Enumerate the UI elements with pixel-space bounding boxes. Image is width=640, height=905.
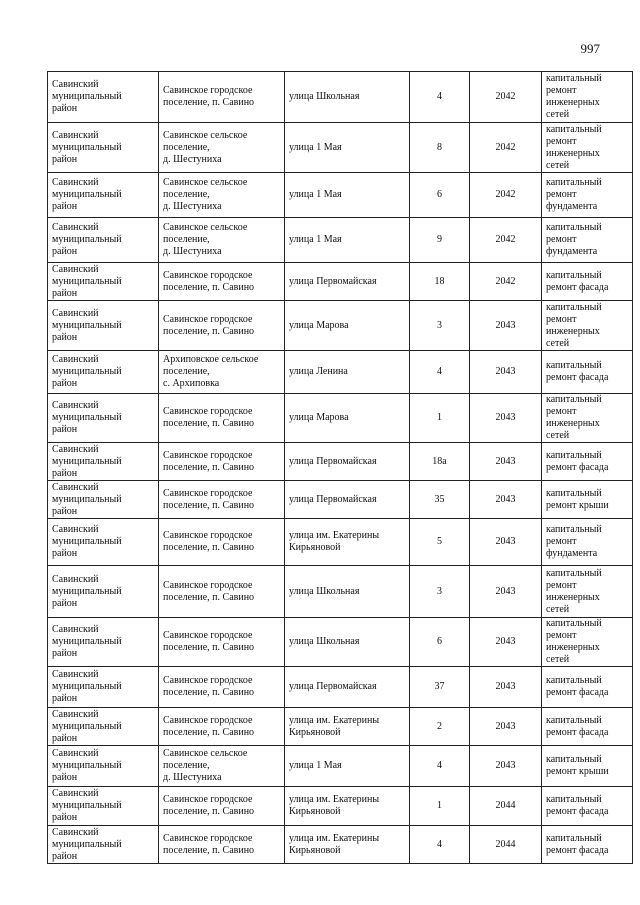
work-line: капитальный: [546, 394, 602, 405]
street-line: улица Первомайская: [289, 681, 377, 692]
street-line: улица Школьная: [289, 91, 360, 102]
district-line: район: [52, 732, 78, 744]
settlement-line: Савинское городское: [163, 630, 253, 641]
district-line: район: [52, 648, 78, 659]
settlement-line: поселение, п. Савино: [163, 281, 255, 293]
street-line: улица Марова: [289, 412, 349, 423]
cell-settlement: [159, 263, 285, 301]
settlement-line: д. Шестуниха: [163, 772, 222, 783]
cell-work: [542, 123, 633, 173]
cell-work: [542, 667, 633, 708]
cell-year: 2043: [470, 443, 542, 481]
work-line: ремонт: [546, 313, 577, 325]
district-line: Савинский: [52, 177, 99, 188]
settlement-line: поселение, п. Савино: [163, 591, 255, 603]
settlement-line: Савинское городское: [163, 313, 253, 325]
work-line: ремонт фасада: [546, 726, 609, 738]
work-line: фундамента: [546, 201, 598, 212]
district-line: Савинский: [52, 354, 99, 365]
settlement-line: Савинское городское: [163, 832, 253, 844]
work-line: сетей: [546, 654, 570, 665]
table-row: [48, 787, 633, 826]
cell-street: [285, 746, 410, 787]
street-line: улица Ленина: [289, 366, 348, 377]
table-row: [48, 566, 633, 618]
work-line: капитальный: [546, 487, 602, 499]
settlement-line: Савинское городское: [163, 579, 253, 591]
work-line: сетей: [546, 109, 570, 120]
district-line: Савинский: [52, 400, 99, 411]
work-line: капитальный: [546, 714, 602, 726]
cell-street: [285, 263, 410, 301]
district-line: муниципальный: [52, 91, 122, 102]
cell-year: 2043: [470, 394, 542, 443]
cell-street: [285, 618, 410, 667]
work-line: ремонт фасада: [546, 806, 609, 817]
table-row: [48, 618, 633, 667]
district-line: Савинский: [52, 222, 99, 233]
cell-district: [48, 618, 159, 667]
work-line: ремонт фасада: [546, 844, 609, 856]
settlement-line: Савинское городское: [163, 714, 253, 726]
district-line: район: [52, 424, 78, 435]
street-line: улица Первомайская: [289, 493, 377, 505]
work-line: сетей: [546, 430, 570, 441]
cell-house: 6: [410, 618, 470, 667]
work-line: ремонт крыши: [546, 766, 609, 777]
district-line: Савинский: [52, 708, 99, 720]
settlement-line: поселение,: [163, 234, 210, 245]
cell-district: [48, 123, 159, 173]
cell-house: 4: [410, 746, 470, 787]
district-line: Савинский: [52, 263, 99, 275]
settlement-line: Савинское сельское: [163, 222, 248, 233]
work-line: капитальный: [546, 222, 602, 233]
cell-house: 4: [410, 72, 470, 123]
settlement-line: поселение,: [163, 141, 210, 153]
settlement-line: Савинское сельское: [163, 129, 248, 141]
cell-street: [285, 826, 410, 864]
district-line: район: [52, 693, 78, 704]
cell-settlement: [159, 566, 285, 618]
work-line: ремонт: [546, 135, 577, 147]
cell-street: [285, 72, 410, 123]
cell-settlement: [159, 72, 285, 123]
district-line: район: [52, 812, 78, 823]
settlement-line: Савинское городское: [163, 675, 253, 686]
work-line: капитальный: [546, 618, 602, 629]
cell-street: [285, 481, 410, 519]
cell-house: 6: [410, 173, 470, 218]
cell-year: 2044: [470, 826, 542, 864]
work-line: ремонт фасада: [546, 281, 609, 293]
cell-settlement: [159, 394, 285, 443]
settlement-line: поселение, п. Савино: [163, 499, 255, 511]
settlement-line: д. Шестуниха: [163, 201, 222, 212]
work-line: ремонт фасада: [546, 461, 609, 473]
work-line: сетей: [546, 603, 570, 615]
cell-work: [542, 708, 633, 746]
work-line: фундамента: [546, 246, 598, 257]
district-line: Савинский: [52, 129, 99, 141]
cell-work: [542, 72, 633, 123]
district-line: муниципальный: [52, 760, 122, 771]
cell-settlement: [159, 443, 285, 481]
table-row: [48, 394, 633, 443]
cell-street: [285, 443, 410, 481]
street-line: улица Первомайская: [289, 455, 377, 467]
cell-work: [542, 173, 633, 218]
district-line: муниципальный: [52, 366, 122, 377]
work-line: капитальный: [546, 360, 602, 371]
district-line: муниципальный: [52, 493, 122, 505]
cell-year: 2043: [470, 708, 542, 746]
district-line: муниципальный: [52, 585, 122, 597]
table-row: [48, 351, 633, 394]
work-line: ремонт: [546, 406, 577, 417]
district-line: муниципальный: [52, 838, 122, 850]
district-line: муниципальный: [52, 800, 122, 811]
table-row: [48, 218, 633, 263]
cell-year: 2042: [470, 218, 542, 263]
settlement-line: поселение,: [163, 760, 210, 771]
cell-street: [285, 667, 410, 708]
cell-district: [48, 826, 159, 864]
district-line: район: [52, 378, 78, 389]
district-line: район: [52, 331, 78, 343]
street-line: улица Школьная: [289, 636, 360, 647]
table-row: [48, 746, 633, 787]
district-line: район: [52, 287, 78, 299]
cell-house: 1: [410, 394, 470, 443]
settlement-line: Савинское городское: [163, 406, 253, 417]
street-line: улица Марова: [289, 319, 349, 331]
cell-work: [542, 263, 633, 301]
cell-year: 2043: [470, 566, 542, 618]
repair-schedule-table: [47, 71, 633, 864]
settlement-line: Савинское городское: [163, 487, 253, 499]
cell-district: [48, 394, 159, 443]
cell-settlement: [159, 708, 285, 746]
cell-work: [542, 787, 633, 826]
cell-house: 18а: [410, 443, 470, 481]
cell-year: 2043: [470, 618, 542, 667]
district-line: муниципальный: [52, 234, 122, 245]
work-line: капитальный: [546, 794, 602, 805]
table-row: [48, 443, 633, 481]
district-line: район: [52, 597, 78, 609]
district-line: Савинский: [52, 79, 99, 90]
cell-work: [542, 218, 633, 263]
table-row: [48, 173, 633, 218]
work-line: ремонт: [546, 85, 577, 96]
work-line: капитальный: [546, 123, 602, 135]
settlement-line: поселение, п. Савино: [163, 418, 255, 429]
cell-year: 2042: [470, 123, 542, 173]
cell-district: [48, 218, 159, 263]
district-line: муниципальный: [52, 412, 122, 423]
cell-district: [48, 708, 159, 746]
table-row: [48, 263, 633, 301]
table-row: [48, 301, 633, 351]
cell-street: [285, 708, 410, 746]
settlement-line: поселение, п. Савино: [163, 844, 255, 856]
cell-year: 2043: [470, 481, 542, 519]
work-line: инженерных: [546, 642, 600, 653]
district-line: Савинский: [52, 481, 99, 493]
district-line: Савинский: [52, 443, 99, 455]
cell-year: 2042: [470, 263, 542, 301]
cell-work: [542, 826, 633, 864]
street-line: улица им. Екатерины: [289, 832, 380, 844]
district-line: муниципальный: [52, 189, 122, 200]
district-line: Савинский: [52, 307, 99, 319]
cell-house: 3: [410, 566, 470, 618]
table-row: [48, 826, 633, 864]
cell-year: 2043: [470, 301, 542, 351]
cell-street: [285, 566, 410, 618]
district-line: Савинский: [52, 748, 99, 759]
district-line: муниципальный: [52, 319, 122, 331]
district-line: муниципальный: [52, 636, 122, 647]
district-line: муниципальный: [52, 455, 122, 467]
cell-year: 2044: [470, 787, 542, 826]
settlement-line: Савинское городское: [163, 530, 253, 541]
street-line: Кирьяновой: [289, 806, 341, 817]
district-line: муниципальный: [52, 141, 122, 153]
cell-settlement: [159, 123, 285, 173]
cell-work: [542, 394, 633, 443]
table-body: [48, 72, 633, 864]
cell-house: 5: [410, 519, 470, 566]
page-number: 997: [580, 41, 600, 56]
work-line: капитальный: [546, 449, 602, 461]
cell-work: [542, 443, 633, 481]
cell-year: 2042: [470, 72, 542, 123]
work-line: ремонт: [546, 189, 577, 200]
district-line: муниципальный: [52, 681, 122, 692]
table-row: [48, 708, 633, 746]
cell-district: [48, 787, 159, 826]
street-line: улица им. Екатерины: [289, 714, 380, 726]
cell-work: [542, 519, 633, 566]
cell-house: 37: [410, 667, 470, 708]
cell-district: [48, 566, 159, 618]
work-line: капитальный: [546, 269, 602, 281]
cell-district: [48, 263, 159, 301]
settlement-line: поселение, п. Савино: [163, 325, 255, 337]
cell-district: [48, 72, 159, 123]
cell-work: [542, 746, 633, 787]
work-line: капитальный: [546, 567, 602, 579]
work-line: фундамента: [546, 548, 598, 559]
cell-year: 2043: [470, 351, 542, 394]
work-line: ремонт: [546, 234, 577, 245]
cell-house: 4: [410, 826, 470, 864]
street-line: улица им. Екатерины: [289, 794, 380, 805]
cell-settlement: [159, 826, 285, 864]
cell-street: [285, 787, 410, 826]
cell-year: 2043: [470, 519, 542, 566]
district-line: район: [52, 850, 78, 862]
work-line: ремонт фасада: [546, 687, 609, 698]
district-line: Савинский: [52, 524, 99, 535]
cell-settlement: [159, 519, 285, 566]
district-line: район: [52, 103, 78, 114]
settlement-line: Савинское городское: [163, 85, 253, 96]
street-line: улица им. Екатерины: [289, 530, 380, 541]
district-line: Савинский: [52, 624, 99, 635]
district-line: район: [52, 505, 78, 517]
cell-house: 4: [410, 351, 470, 394]
street-line: улица Школьная: [289, 585, 360, 597]
settlement-line: Савинское сельское: [163, 748, 248, 759]
cell-work: [542, 566, 633, 618]
cell-street: [285, 301, 410, 351]
cell-work: [542, 351, 633, 394]
district-line: муниципальный: [52, 720, 122, 732]
settlement-line: поселение, п. Савино: [163, 461, 255, 473]
district-line: муниципальный: [52, 536, 122, 547]
settlement-line: Савинское городское: [163, 269, 253, 281]
work-line: капитальный: [546, 73, 602, 84]
work-line: ремонт крыши: [546, 499, 609, 511]
cell-street: [285, 173, 410, 218]
table-row: [48, 481, 633, 519]
street-line: Кирьяновой: [289, 726, 341, 738]
cell-house: 18: [410, 263, 470, 301]
work-line: капитальный: [546, 524, 602, 535]
settlement-line: поселение, п. Савино: [163, 97, 255, 108]
cell-street: [285, 218, 410, 263]
cell-work: [542, 481, 633, 519]
cell-settlement: [159, 481, 285, 519]
work-line: капитальный: [546, 177, 602, 188]
cell-district: [48, 443, 159, 481]
work-line: инженерных: [546, 418, 600, 429]
cell-year: 2042: [470, 173, 542, 218]
settlement-line: д. Шестуниха: [163, 153, 222, 165]
work-line: ремонт: [546, 536, 577, 547]
street-line: улица 1 Мая: [289, 760, 342, 771]
settlement-line: поселение, п. Савино: [163, 642, 255, 653]
district-line: район: [52, 201, 78, 212]
settlement-line: с. Архиповка: [163, 378, 220, 389]
work-line: сетей: [546, 337, 570, 349]
street-line: Кирьяновой: [289, 542, 341, 553]
cell-district: [48, 519, 159, 566]
settlement-line: Савинское городское: [163, 449, 253, 461]
work-line: ремонт фасада: [546, 372, 609, 383]
cell-district: [48, 481, 159, 519]
cell-house: 1: [410, 787, 470, 826]
cell-settlement: [159, 746, 285, 787]
table-row: [48, 519, 633, 566]
district-line: муниципальный: [52, 275, 122, 287]
work-line: капитальный: [546, 675, 602, 686]
settlement-line: Савинское городское: [163, 794, 253, 805]
street-line: улица 1 Мая: [289, 234, 342, 245]
work-line: инженерных: [546, 325, 600, 337]
cell-settlement: [159, 351, 285, 394]
cell-district: [48, 746, 159, 787]
district-line: Савинский: [52, 788, 99, 799]
cell-settlement: [159, 787, 285, 826]
table-row: [48, 72, 633, 123]
work-line: ремонт: [546, 579, 577, 591]
table-row: [48, 667, 633, 708]
cell-year: 2043: [470, 746, 542, 787]
cell-settlement: [159, 173, 285, 218]
cell-house: 2: [410, 708, 470, 746]
cell-house: 8: [410, 123, 470, 173]
settlement-line: д. Шестуниха: [163, 246, 222, 257]
work-line: капитальный: [546, 301, 602, 313]
cell-house: 9: [410, 218, 470, 263]
district-line: район: [52, 153, 78, 165]
work-line: капитальный: [546, 754, 602, 765]
settlement-line: поселение,: [163, 189, 210, 200]
settlement-line: поселение, п. Савино: [163, 542, 255, 553]
settlement-line: поселение, п. Савино: [163, 806, 255, 817]
district-line: район: [52, 467, 78, 479]
settlement-line: поселение,: [163, 366, 210, 377]
cell-district: [48, 173, 159, 218]
work-line: инженерных: [546, 97, 600, 108]
cell-house: 3: [410, 301, 470, 351]
district-line: район: [52, 772, 78, 783]
street-line: Кирьяновой: [289, 844, 341, 856]
cell-work: [542, 618, 633, 667]
cell-street: [285, 123, 410, 173]
work-line: ремонт: [546, 630, 577, 641]
cell-settlement: [159, 301, 285, 351]
cell-work: [542, 301, 633, 351]
cell-settlement: [159, 618, 285, 667]
cell-district: [48, 667, 159, 708]
table-row: [48, 123, 633, 173]
street-line: улица 1 Мая: [289, 189, 342, 200]
cell-year: 2043: [470, 667, 542, 708]
street-line: улица Первомайская: [289, 275, 377, 287]
cell-district: [48, 351, 159, 394]
work-line: инженерных: [546, 147, 600, 159]
cell-district: [48, 301, 159, 351]
settlement-line: поселение, п. Савино: [163, 687, 255, 698]
cell-settlement: [159, 667, 285, 708]
cell-settlement: [159, 218, 285, 263]
settlement-line: Архиповское сельское: [163, 354, 259, 365]
work-line: инженерных: [546, 591, 600, 603]
district-line: Савинский: [52, 826, 99, 838]
district-line: Савинский: [52, 669, 99, 680]
district-line: район: [52, 548, 78, 559]
work-line: капитальный: [546, 832, 602, 844]
cell-street: [285, 519, 410, 566]
district-line: район: [52, 246, 78, 257]
settlement-line: поселение, п. Савино: [163, 726, 255, 738]
district-line: Савинский: [52, 573, 99, 585]
cell-street: [285, 351, 410, 394]
work-line: сетей: [546, 159, 570, 171]
street-line: улица 1 Мая: [289, 141, 342, 153]
cell-house: 35: [410, 481, 470, 519]
settlement-line: Савинское сельское: [163, 177, 248, 188]
cell-street: [285, 394, 410, 443]
